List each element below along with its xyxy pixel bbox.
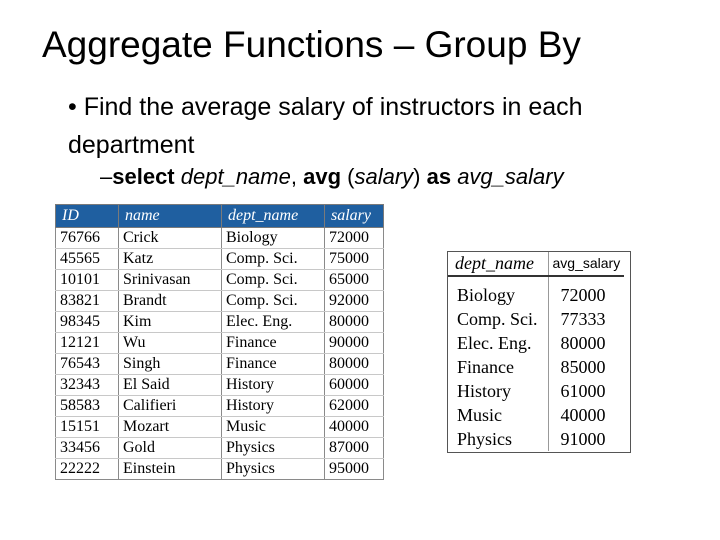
table-row — [447, 355, 624, 379]
cell-salary: 80000 — [325, 354, 384, 375]
table-row — [447, 427, 624, 451]
cell-salary: 95000 — [325, 459, 384, 480]
table-row — [447, 283, 624, 307]
cell-salary: 87000 — [325, 438, 384, 459]
cell-dept-name: Finance — [222, 354, 325, 375]
table-row — [56, 270, 384, 291]
cell-dept-name: History — [222, 375, 325, 396]
query-paren-open: ( — [341, 164, 355, 189]
spacer-row — [447, 276, 624, 283]
table-row — [56, 396, 384, 417]
result-table-body — [447, 276, 624, 451]
cell-salary: 72000 — [325, 228, 384, 249]
cell-dept-name: Comp. Sci. — [457, 308, 538, 329]
cell-id: 76543 — [56, 354, 119, 375]
cell-avg-salary: 40000 — [548, 403, 624, 427]
cell-id: 10101 — [56, 270, 119, 291]
cell-name: Mozart — [119, 417, 222, 438]
cell-dept-name: History — [222, 396, 325, 417]
table-row — [56, 249, 384, 270]
cell-dept-name: Finance — [222, 333, 325, 354]
header-dept-name: dept_name — [222, 205, 325, 228]
result-header-dept-name: dept_name — [447, 251, 548, 276]
table-row — [56, 354, 384, 375]
cell-dept-name: Comp. Sci. — [222, 249, 325, 270]
result-header-avg-salary: avg_salary — [548, 251, 624, 276]
cell-name: Srinivasan — [119, 270, 222, 291]
result-header-row — [447, 251, 624, 276]
query-column-salary: salary — [354, 164, 414, 189]
cell-dept-name: Physics — [457, 428, 513, 449]
cell-id: 76766 — [56, 228, 119, 249]
cell-name: Kim — [119, 312, 222, 333]
table-row — [447, 379, 624, 403]
cell-dept-name: Comp. Sci. — [222, 270, 325, 291]
cell-id: 83821 — [56, 291, 119, 312]
cell-id: 15151 — [56, 417, 119, 438]
cell-name: El Said — [119, 375, 222, 396]
bullet-text: • Find the average salary of instructors in each department — [68, 93, 583, 159]
table-row — [56, 459, 384, 480]
cell-dept-name: Finance — [457, 356, 514, 377]
result-table — [447, 251, 624, 451]
table-row — [56, 333, 384, 354]
cell-salary: 60000 — [325, 375, 384, 396]
cell-id: 45565 — [56, 249, 119, 270]
table-row — [56, 375, 384, 396]
table-row — [447, 331, 624, 355]
sql-query — [100, 164, 564, 190]
table-row — [56, 312, 384, 333]
keyword-avg: avg — [303, 164, 342, 189]
cell-name: Einstein — [119, 459, 222, 480]
cell-dept-name: Elec. Eng. — [222, 312, 325, 333]
cell-salary: 75000 — [325, 249, 384, 270]
cell-salary: 65000 — [325, 270, 384, 291]
cell-salary: 80000 — [325, 312, 384, 333]
keyword-as: as — [420, 164, 458, 189]
cell-name: Singh — [119, 354, 222, 375]
query-comma: , — [290, 164, 304, 189]
slide-title: Aggregate Functions – Group By — [42, 24, 581, 65]
query-alias: avg_salary — [457, 164, 564, 189]
cell-name: Califieri — [119, 396, 222, 417]
cell-salary: 62000 — [325, 396, 384, 417]
keyword-select: select — [112, 164, 175, 189]
cell-salary: 92000 — [325, 291, 384, 312]
cell-id: 22222 — [56, 459, 119, 480]
cell-id: 33456 — [56, 438, 119, 459]
cell-avg-salary: 91000 — [548, 427, 624, 451]
cell-dept-name: Biology — [457, 284, 516, 305]
cell-avg-salary: 80000 — [548, 331, 624, 355]
instructor-table-body — [56, 228, 384, 480]
cell-id: 12121 — [56, 333, 119, 354]
table-row — [56, 228, 384, 249]
cell-id: 98345 — [56, 312, 119, 333]
header-id: ID — [56, 205, 119, 228]
instructor-table — [55, 204, 384, 480]
cell-salary: 40000 — [325, 417, 384, 438]
cell-id: 58583 — [56, 396, 119, 417]
table-row — [56, 291, 384, 312]
cell-dept-name: Music — [222, 417, 325, 438]
cell-salary: 90000 — [325, 333, 384, 354]
cell-avg-salary: 77333 — [548, 307, 624, 331]
query-column-dept: dept_name — [180, 164, 291, 189]
table-row — [447, 403, 624, 427]
cell-name: Brandt — [119, 291, 222, 312]
cell-name: Katz — [119, 249, 222, 270]
cell-name: Crick — [119, 228, 222, 249]
query-paren-close: ) — [413, 164, 421, 189]
table-row — [447, 307, 624, 331]
cell-avg-salary: 72000 — [548, 283, 624, 307]
cell-dept-name: Comp. Sci. — [222, 291, 325, 312]
cell-dept-name: Physics — [222, 438, 325, 459]
query-dash: – — [100, 164, 113, 189]
cell-name: Gold — [119, 438, 222, 459]
cell-id: 32343 — [56, 375, 119, 396]
table-row — [56, 417, 384, 438]
cell-dept-name: Music — [457, 404, 502, 425]
cell-dept-name: Elec. Eng. — [457, 332, 532, 353]
cell-avg-salary: 85000 — [548, 355, 624, 379]
cell-avg-salary: 61000 — [548, 379, 624, 403]
cell-dept-name: Biology — [222, 228, 325, 249]
table-row — [56, 438, 384, 459]
cell-dept-name: Physics — [222, 459, 325, 480]
instructor-header-row — [56, 205, 384, 228]
cell-dept-name: History — [457, 380, 511, 401]
header-name: name — [119, 205, 222, 228]
header-salary: salary — [325, 205, 384, 228]
cell-name: Wu — [119, 333, 222, 354]
